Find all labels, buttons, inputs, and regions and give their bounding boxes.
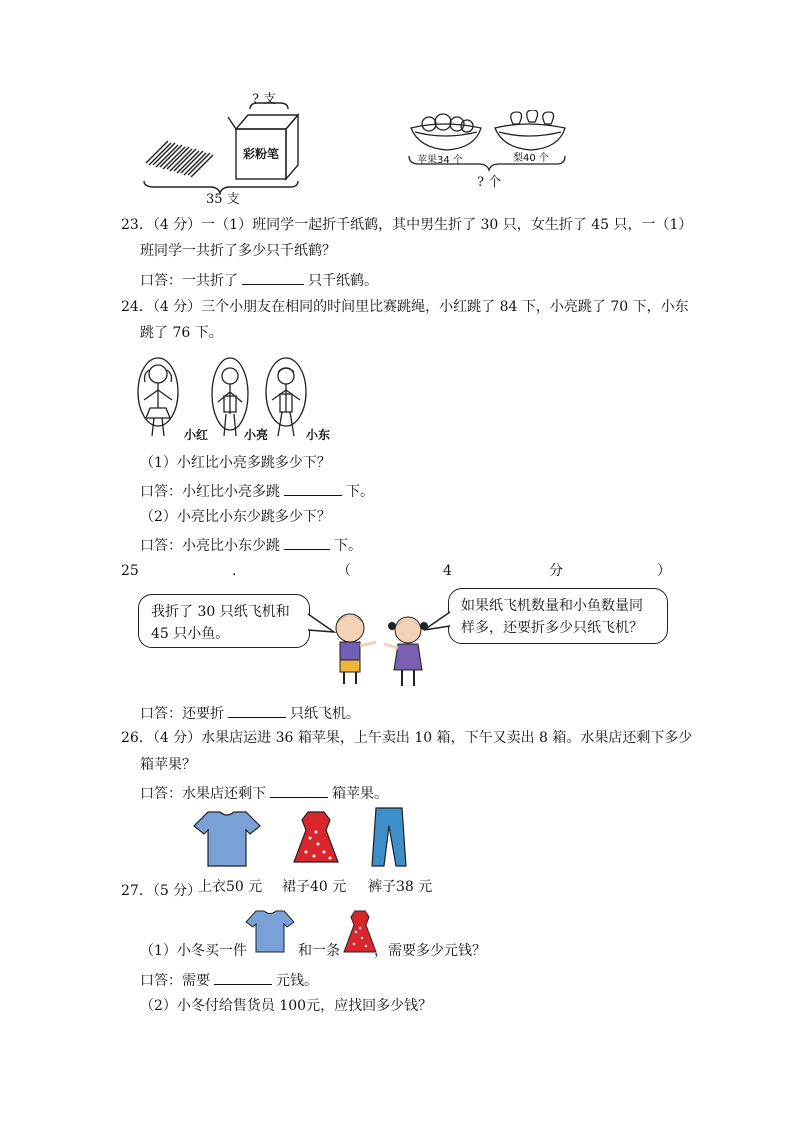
fruit-unknown-label: ? 个 [477,175,502,190]
q23-line1: 23．（4 分）一（1）班同学一起折千纸鹤，其中男生折了 30 只，女生折了 45 只，一（1） [121,217,693,233]
shirt-small-icon [244,908,296,954]
q27-answer [140,970,318,990]
q26-answer-suffix: 箱苹果。 [332,786,388,802]
q27-sub1-part-b: 和一条 [298,943,340,959]
q24-sub1: （1）小红比小亮多跳多少下？ [140,455,331,471]
boy-speech-line2: 45 只小鱼。 [151,626,230,642]
q27-sub2: （2）小冬付给售货员 100元，应找回多少钱？ [140,998,433,1014]
q25-left-paren: （ [337,563,351,579]
kid-name-xiaohong: 小红 [184,428,209,442]
fruit-figure [405,110,575,195]
q25-number: 25 [121,563,139,579]
kid-name-xiaodong: 小东 [306,428,331,442]
q24-answer2-suffix: 下。 [334,538,362,554]
pear-label: 梨40 个 [513,153,549,164]
q25-answer [140,703,360,723]
jump-rope-figure [136,356,336,442]
boy-and-girl-illustration [322,608,442,692]
apple-label: 苹果34 个 [417,155,463,166]
chalk-figure [140,92,310,210]
q23-answer-prefix: 口答：一共折了 [140,273,238,289]
q24-answer2 [140,535,362,555]
q25-answer-blank[interactable] [228,703,286,718]
dress-illustration [286,808,346,868]
q27-label: 27．（5 分） [121,883,202,899]
q26-answer [140,783,388,803]
q24-line1: 24．（4 分）三个小朋友在相同的时间里比赛跳绳，小红跳了 84 下，小亮跳了 70 下，小东 [121,299,689,315]
price-shirt: 上衣50 元 [198,879,263,895]
q24-answer1-blank[interactable] [284,481,342,496]
price-dress: 裙子40 元 [282,879,347,895]
boy-speech-bubble [138,594,310,648]
q23-line2: 班同学一共折了多少只千纸鹤？ [140,243,336,259]
q24-answer1 [140,481,374,501]
q25-answer-suffix: 只纸飞机。 [290,706,360,722]
q27-sub1-part-a: （1）小冬买一件 [140,943,247,959]
pants-illustration [366,806,414,868]
q24-answer1-prefix: 口答：小红比小亮多跳 [140,484,280,500]
girl-speech-line1: 如果纸飞机数量和小鱼数量同 [461,598,643,614]
q26-answer-blank[interactable] [270,783,328,798]
q23-answer [140,270,378,290]
q24-line2: 跳了 76 下。 [140,325,223,341]
q27-answer-prefix: 口答：需要 [140,973,210,989]
chalk-unknown-label: ? 支 [252,92,277,107]
q24-answer2-blank[interactable] [284,535,330,550]
q26-line1: 26．（4 分）水果店运进 36 箱苹果，上午卖出 10 箱，下午又卖出 8 箱。水果店还剩下多少 [121,730,693,746]
kid-name-xiaoliang: 小亮 [244,428,269,442]
q24-answer1-suffix: 下。 [346,484,374,500]
q25-score: 4 [443,563,452,579]
boy-speech-line1: 我折了 30 只纸飞机和 [151,604,290,620]
q26-answer-prefix: 口答：水果店还剩下 [140,786,266,802]
girl-speech-line2: 样多，还要折多少只纸飞机？ [461,620,643,636]
shirt-illustration [192,808,262,868]
q24-answer2-prefix: 口答：小亮比小东少跳 [140,538,280,554]
q27-answer-suffix: 元钱。 [276,973,318,989]
q24-sub2: （2）小亮比小东少跳多少下？ [140,509,331,525]
chalk-box-label: 彩粉笔 [243,147,280,161]
chalk-total-label: 35 支 [206,192,240,207]
q27-answer-blank[interactable] [214,970,272,985]
q23-answer-blank[interactable] [242,270,304,285]
q25-right-paren: ） [657,563,671,579]
q27-sub1-part-c: ，需要多少元钱？ [374,943,486,959]
q25-dot: . [232,563,237,579]
q25-score-unit: 分 [549,563,563,579]
q25-answer-prefix: 口答：还要折 [140,706,224,722]
q26-line2: 箱苹果？ [140,757,196,773]
price-pants: 裤子38 元 [368,879,433,895]
q23-answer-suffix: 只千纸鹤。 [308,273,378,289]
girl-speech-bubble [448,588,668,644]
